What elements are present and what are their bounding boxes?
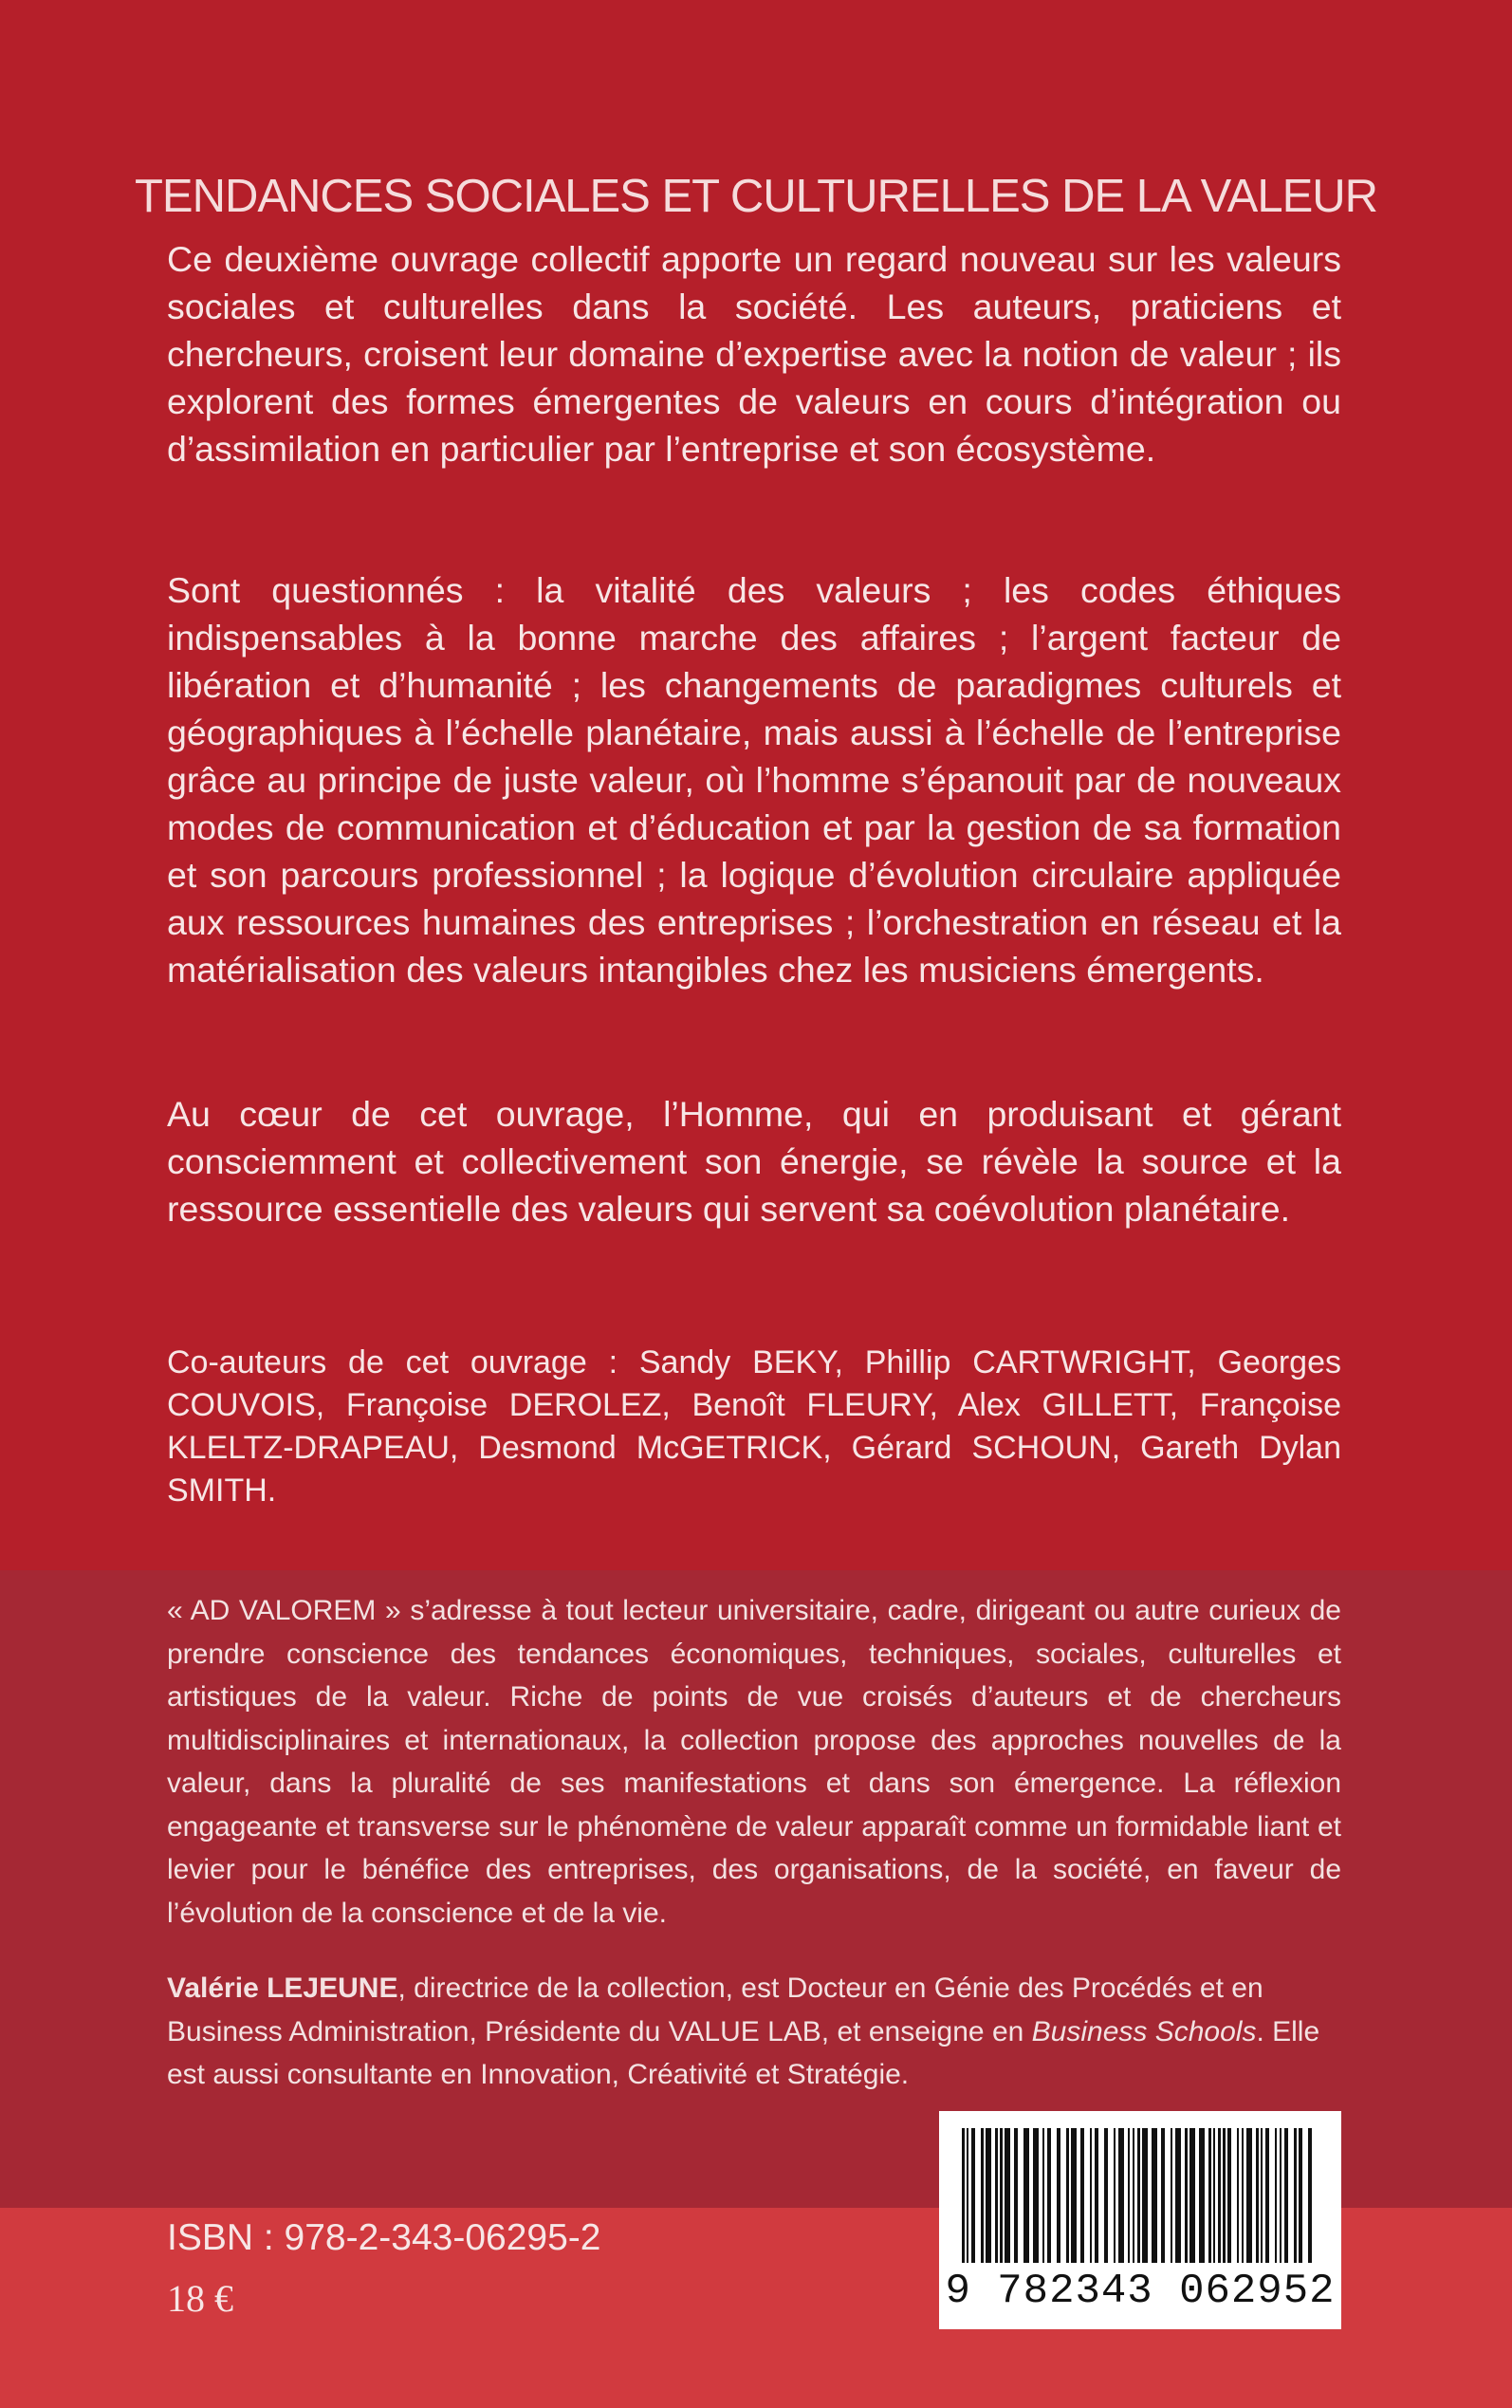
barcode [939, 2111, 1341, 2329]
director-bio-part-2: . Elle est aussi consultante en Innovation, Créativité et Stratégie. [167, 2015, 1320, 2090]
barcode-bar [1171, 2128, 1172, 2263]
barcode-digits: 9 782343 062952 [945, 2268, 1336, 2315]
barcode-bar [1142, 2128, 1148, 2263]
barcode-bar [1208, 2128, 1211, 2263]
blurb-paragraph-2: Sont questionnés : la vitalité des valeurs ; les codes éthiques indispensables à la bonne marche des affaires ; l’argent facteur de libération et d’humanité ; les changements de paradigmes culturels et géographiques à l’échelle planétaire, mais aussi à l’échelle de l’entreprise grâce au principe de juste valeur, où l’homme s’épanouit par de nouveaux modes de communication et d’éducation et par la gestion de sa formation et son parcours professionnel ; la logique d’évolution circulaire appliquée aux ressources humaines des entreprises ; l’orchestration en réseau et la matérialisation des valeurs intangibles chez les musiciens émergents. [167, 570, 1341, 990]
barcode-bar [1242, 2128, 1244, 2263]
barcode-bar [1265, 2128, 1269, 2263]
barcode-bar [1128, 2128, 1130, 2263]
director-bio-italic: Business Schools [1031, 2015, 1257, 2047]
barcode-bar [1133, 2128, 1134, 2263]
isbn-number: ISBN : 978-2-343-06295-2 [167, 2217, 601, 2258]
barcode-bar [1299, 2128, 1302, 2263]
barcode-bar [1000, 2128, 1003, 2263]
barcode-bar [986, 2128, 991, 2263]
barcode-bar [1218, 2128, 1221, 2263]
barcode-bar [1275, 2128, 1277, 2263]
barcode-bar [995, 2128, 998, 2263]
barcode-bar [1256, 2128, 1259, 2263]
barcode-bar [1261, 2128, 1263, 2263]
barcode-bar [1284, 2128, 1288, 2263]
barcode-bar [1047, 2128, 1051, 2263]
barcode-bar [1294, 2128, 1297, 2263]
barcode-bar [1023, 2128, 1029, 2263]
barcode-bar [1199, 2128, 1205, 2263]
barcode-bar [1189, 2128, 1195, 2263]
barcode-bar [967, 2128, 968, 2263]
collection-description: « AD VALOREM » s’adresse à tout lecteur universitaire, cadre, dirigeant ou autre curieux de prendre conscience des tendances économiques, techniques, sociales, culturelles et artistiques de la valeur. Riche de points de vue croisés d’auteurs et de chercheurs multidisciplinaires et internationaux, la collection propose des approches nouvelles de la valeur, dans la pluralité de ses manifestations et dans son émergence. La réflexion engageante et transverse sur le phénomène de valeur apparaît comme un formidable liant et levier pour le bénéfice des entreprises, des organisations, de la société, en faveur de l’évolution de la conscience et de la vie. [167, 1595, 1341, 1929]
book-title: TENDANCES SOCIALES ET CULTURELLES DE LA VALEUR [134, 170, 1378, 222]
barcode-bar [1308, 2128, 1312, 2263]
barcode-bar [1280, 2128, 1282, 2263]
barcode-bar [1114, 2128, 1116, 2263]
barcode-bar [1137, 2128, 1140, 2263]
barcode-bar [1152, 2128, 1157, 2263]
barcode-bar [1066, 2128, 1069, 2263]
barcode-bar [1005, 2128, 1010, 2263]
barcode-bar [1014, 2128, 1018, 2263]
barcode-bar [1071, 2128, 1077, 2263]
blurb-paragraph-1: Ce deuxième ouvrage collectif apporte un regard nouveau sur les valeurs sociales et culturelles dans la société. Les auteurs, praticiens et chercheurs, croisent leur domaine d’expertise avec la notion de valeur ; ils explorent des formes émergentes de valeurs en cours d’intégration ou d’assimilation en particulier par l’entreprise et son écosystème. [167, 239, 1341, 469]
barcode-bar [1080, 2128, 1084, 2263]
barcode-bar [1095, 2128, 1098, 2263]
collection-director-bio [167, 1967, 1341, 2097]
barcode-bar [1246, 2128, 1252, 2263]
barcode-bar [1185, 2128, 1188, 2263]
director-bio-part-1: , directrice de la collection, est Docteur en Génie des Procédés et en Business Administration, Présidente du VALUE LAB, et enseigne en [167, 1973, 1263, 2047]
barcode-bar [1175, 2128, 1181, 2263]
director-name: Valérie LEJEUNE [167, 1973, 398, 2004]
barcode-bar [1227, 2128, 1231, 2263]
barcode-bar [1161, 2128, 1165, 2263]
barcode-bar [1042, 2128, 1044, 2263]
barcode-bars [962, 2128, 1318, 2263]
barcode-bar [1223, 2128, 1226, 2263]
barcode-bar [1104, 2128, 1108, 2263]
barcode-bar [1057, 2128, 1060, 2263]
barcode-bar [1033, 2128, 1039, 2263]
barcode-bar [971, 2128, 975, 2263]
barcode-bar [1090, 2128, 1092, 2263]
co-authors: Co-auteurs de cet ouvrage : Sandy BEKY, Phillip CARTWRIGHT, Georges COUVOIS, Françoise DEROLEZ, Benoît FLEURY, Alex GILLETT, Françoise KLELTZ-DRAPEAU, Desmond McGETRICK, Gérard SCHOUN, Gareth Dylan SMITH. [167, 1344, 1341, 1509]
barcode-bar [962, 2128, 965, 2263]
barcode-bar [1118, 2128, 1124, 2263]
blurb-paragraph-3: Au cœur de cet ouvrage, l’Homme, qui en produisant et gérant consciemment et collectivement son énergie, se révèle la source et la ressource essentielle des valeurs qui servent sa coévolution planétaire. [167, 1094, 1341, 1229]
barcode-bar [981, 2128, 984, 2263]
price: 18 € [167, 2277, 233, 2320]
barcode-bar [1237, 2128, 1239, 2263]
barcode-bar [1213, 2128, 1215, 2263]
